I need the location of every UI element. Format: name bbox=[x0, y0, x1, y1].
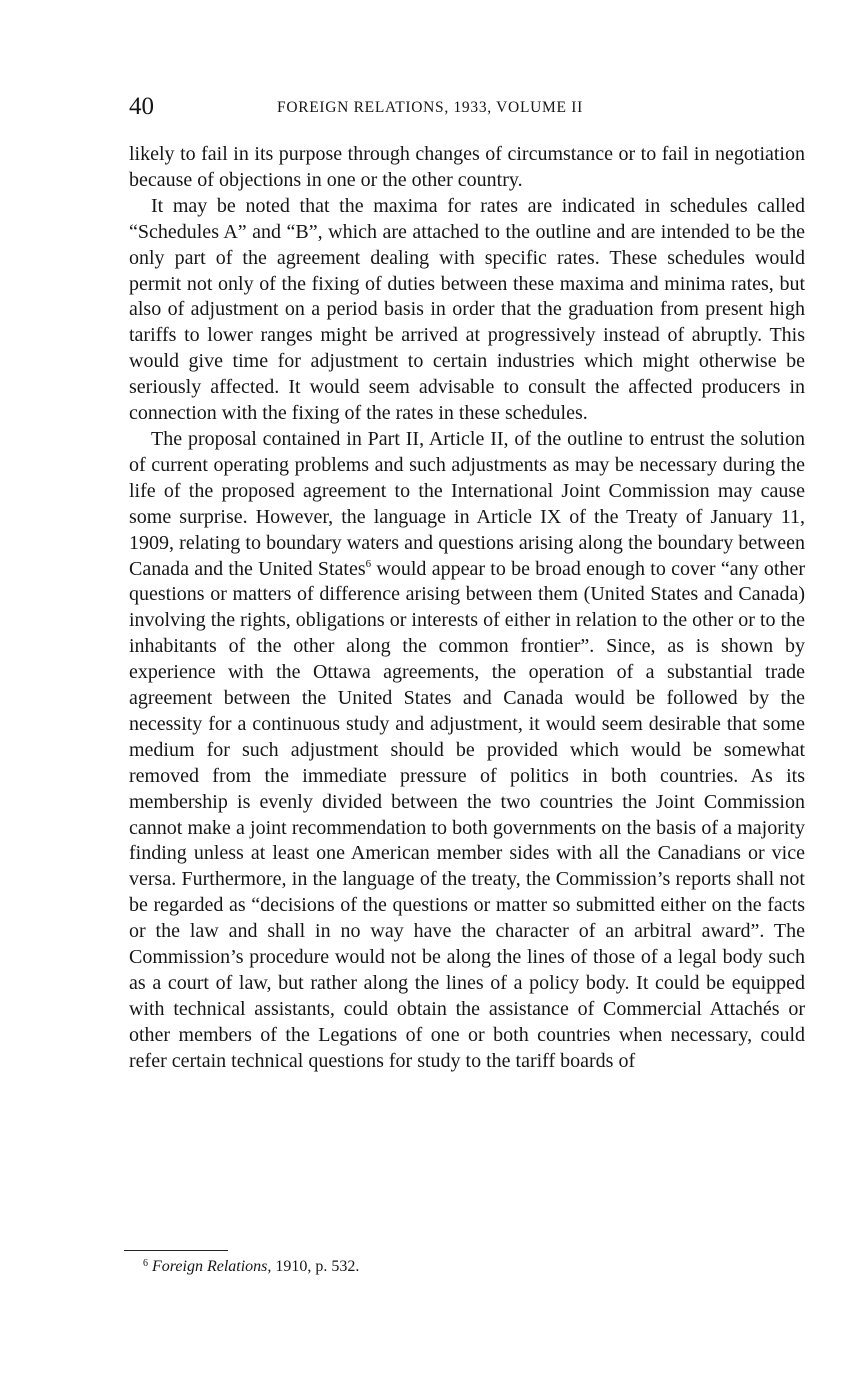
paragraph-text-part-2: would appear to be broad enough to cover “any other questions or matters of difference arising between them (United States and Canada) involving the rights, obligations or interests of either in relation to the other or to the inhabitants of the other along the common frontier”. Since, as is shown by experience with the Ottawa agreements, the operation of a substantial trade agreement between the United States and Canada would be followed by the necessity for a continuous study and adjustment, it would seem desirable that some medium for such adjustment should be provided which would be somewhat removed from the immediate pressure of politics in both countries. As its membership is evenly divided between the two countries the Joint Commission cannot make a joint recommendation to both governments on the basis of a majority finding unless at least one American member sides with all the Canadians or vice versa. Furthermore, in the language of the treaty, the Commission’s reports shall not be regarded as “decisions of the questions or matter so submitted either on the facts or the law and shall in no way have the character of an arbitral award”. The Commission’s procedure would not be along the lines of those of a legal body such as a court of law, but rather along the lines of a policy body. It could be equipped with technical assistants, could obtain the assistance of Commercial Attachés or other members of the Legations of one or both countries when necessary, could refer certain technical questions for study to the tariff boards of bbox=[129, 557, 805, 1072]
paragraph-continuation: likely to fail in its purpose through changes of circumstance or to fail in negotiation because of objections in one or the other country. bbox=[129, 143, 805, 191]
paragraph-text-part-1: The proposal contained in Part II, Article II, of the outline to entrust the solution of current operating problems and such adjustments as may be necessary during the life of the proposed agreement to the International Joint Commission may cause some surprise. However, the language in Article IX of the Treaty of January 11, 1909, relating to boundary waters and questions arising along the boundary between Canada and the United States bbox=[129, 427, 805, 580]
footnote-divider bbox=[124, 1250, 228, 1251]
footnote bbox=[143, 1256, 359, 1278]
body-text bbox=[129, 142, 805, 1075]
paragraph-joint-commission bbox=[129, 427, 805, 1075]
page-header bbox=[129, 92, 805, 126]
running-title: FOREIGN RELATIONS, 1933, VOLUME II bbox=[277, 99, 583, 116]
page-number: 40 bbox=[129, 93, 154, 120]
footnote-source-title: Foreign Relations, bbox=[152, 1258, 272, 1275]
footnote-citation: 1910, p. 532. bbox=[271, 1258, 360, 1275]
footnote-reference[interactable]: 6 bbox=[365, 557, 372, 570]
paragraph-schedules: It may be noted that the maxima for rates are indicated in schedules called “Schedules A” and “B”, which are attached to the outline and are intended to be the only part of the agreement dealing with specific rates. These schedules would permit not only of the fixing of duties between these maxima and minima rates, but also of adjustment on a period basis in order that the graduation from present high tariffs to lower ranges might be arrived at progressively instead of abruptly. This would give time for adjustment to certain industries which might otherwise be seriously affected. It would seem advisable to consult the affected producers in connection with the fixing of the rates in these schedules. bbox=[129, 194, 805, 425]
footnote-mark: 6 bbox=[143, 1258, 148, 1269]
